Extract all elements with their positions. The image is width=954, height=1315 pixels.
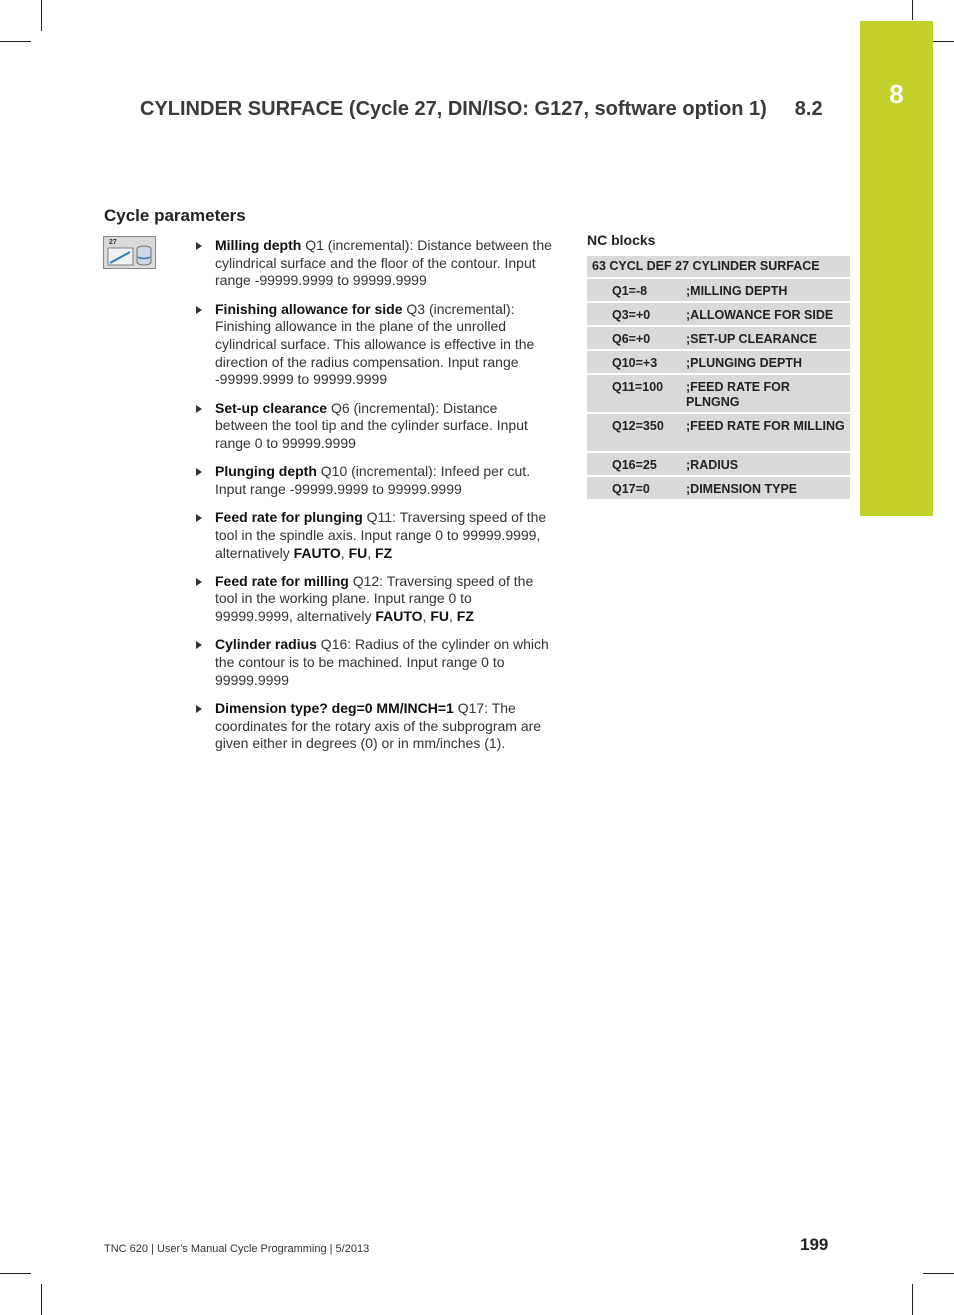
- param-name: Plunging depth: [215, 463, 317, 480]
- cylinder-surface-cycle-icon: [103, 236, 156, 269]
- nc-comment: ;FEED RATE FOR PLNGNG: [686, 380, 790, 409]
- nc-comment: ;SET-UP CLEARANCE: [686, 332, 818, 346]
- param-separator: ,: [449, 608, 457, 625]
- crop-mark: [912, 1284, 913, 1315]
- nc-row: [587, 327, 850, 351]
- crop-mark: [0, 1273, 31, 1274]
- nc-param: Q17=0: [612, 482, 650, 496]
- cycle-icon-label: 27: [109, 239, 117, 246]
- nc-param: Q16=25: [612, 458, 657, 472]
- crop-mark: [0, 41, 31, 42]
- param-name: Cylinder radius: [215, 636, 317, 653]
- param-name: Finishing allowance for side: [215, 300, 403, 317]
- bullet-arrow-icon: [196, 242, 202, 250]
- nc-param: Q11=100: [612, 380, 664, 394]
- param-option: FZ: [456, 608, 474, 625]
- nc-comment: ;FEED RATE FOR MILLING: [686, 419, 845, 433]
- param-item: [196, 509, 552, 562]
- param-option: FU: [348, 544, 368, 561]
- nc-row: [587, 375, 850, 414]
- crop-mark: [41, 1284, 42, 1315]
- nc-header-row: 63 CYCL DEF 27 CYLINDER SURFACE: [587, 256, 850, 279]
- page-number: 199: [800, 1235, 829, 1254]
- nc-comment: ;DIMENSION TYPE: [686, 482, 798, 496]
- nc-row: [587, 279, 850, 303]
- param-item: [196, 463, 552, 498]
- param-option: FAUTO: [375, 608, 423, 625]
- param-name: Feed rate for milling: [215, 572, 349, 589]
- bullet-arrow-icon: [196, 578, 202, 586]
- page-header: [140, 98, 823, 121]
- param-option: FZ: [375, 544, 393, 561]
- param-item: [196, 573, 552, 626]
- param-name: Dimension type? deg=0 MM/INCH=1: [215, 699, 454, 716]
- bullet-arrow-icon: [196, 514, 202, 522]
- param-desc: Q11: Traversing speed of the tool in the spindle axis. Input range 0 to 99999.9999, alternatively: [215, 509, 547, 561]
- nc-param: Q12=350: [612, 419, 664, 433]
- param-name: Milling depth: [215, 237, 302, 253]
- param-desc: Q6 (incremental): Distance between the tool tip and the cylinder surface. Input range 0 to 99999.9999: [215, 399, 528, 452]
- nc-row: [587, 453, 850, 477]
- param-desc: Q16: Radius of the cylinder on which the contour is to be machined. Input range 0 to 99999.9999: [215, 636, 549, 688]
- param-desc: Q1 (incremental): Distance between the cylindrical surface and the floor of the contour. Input range -99999.9999 to 99999.9999: [215, 237, 552, 289]
- nc-blocks-title: NC blocks: [587, 232, 656, 248]
- nc-param: Q6=+0: [612, 332, 651, 346]
- bullet-arrow-icon: [196, 306, 202, 314]
- param-separator: ,: [340, 544, 349, 561]
- nc-param: Q1=-8: [612, 284, 648, 298]
- param-item: [196, 700, 552, 753]
- param-name: Feed rate for plunging: [215, 509, 363, 526]
- param-item: [196, 636, 552, 689]
- chapter-tab: [860, 21, 933, 516]
- bullet-arrow-icon: [196, 468, 202, 476]
- nc-comment: ;ALLOWANCE FOR SIDE: [686, 308, 834, 322]
- page-footer: TNC 620 | User's Manual Cycle Programming | 5/2013: [104, 1243, 370, 1255]
- crop-mark: [912, 0, 913, 20]
- param-option: FU: [430, 608, 449, 625]
- nc-blocks-table: [587, 256, 850, 501]
- param-desc: Q12: Traversing speed of the tool in the working plane. Input range 0 to 99999.9999, alternatively: [215, 572, 534, 625]
- bullet-arrow-icon: [196, 705, 202, 713]
- param-option: FAUTO: [293, 544, 341, 561]
- param-item: [196, 400, 552, 453]
- crop-mark: [923, 1273, 954, 1274]
- param-desc: Q3 (incremental): Finishing allowance in the plane of the unrolled cylindrical surface. This allowance is effective in the direction of the radius compensation. Input range -99999.9999 to 99999.9999: [215, 300, 535, 388]
- parameter-list: [196, 237, 552, 764]
- param-separator: ,: [367, 544, 376, 561]
- nc-row: [587, 351, 850, 375]
- header-title: CYLINDER SURFACE (Cycle 27, DIN/ISO: G127, software option 1): [140, 98, 767, 120]
- nc-comment: ;RADIUS: [686, 458, 739, 472]
- param-item: [196, 237, 552, 290]
- param-name: Set-up clearance: [215, 399, 328, 416]
- param-desc: Q17: The coordinates for the rotary axis of the subprogram are given either in degrees (0) or in mm/inches (1).: [215, 699, 542, 752]
- nc-row: [587, 303, 850, 327]
- header-section: 8.2: [794, 98, 823, 120]
- nc-comment: ;PLUNGING DEPTH: [686, 356, 802, 370]
- nc-row: [587, 414, 850, 453]
- param-item: [196, 301, 552, 390]
- nc-comment: ;MILLING DEPTH: [686, 284, 788, 298]
- crop-mark: [41, 0, 42, 31]
- nc-param: Q10=+3: [612, 356, 658, 370]
- section-title: Cycle parameters: [104, 206, 246, 225]
- chapter-number: 8: [889, 79, 904, 109]
- nc-row: [587, 477, 850, 501]
- bullet-arrow-icon: [196, 641, 202, 649]
- nc-param: Q3=+0: [612, 308, 651, 322]
- param-desc: Q10 (incremental): Infeed per cut. Input range -99999.9999 to 99999.9999: [215, 463, 531, 497]
- bullet-arrow-icon: [196, 405, 202, 413]
- cycle-graphic: [104, 237, 157, 270]
- param-separator: ,: [422, 608, 431, 625]
